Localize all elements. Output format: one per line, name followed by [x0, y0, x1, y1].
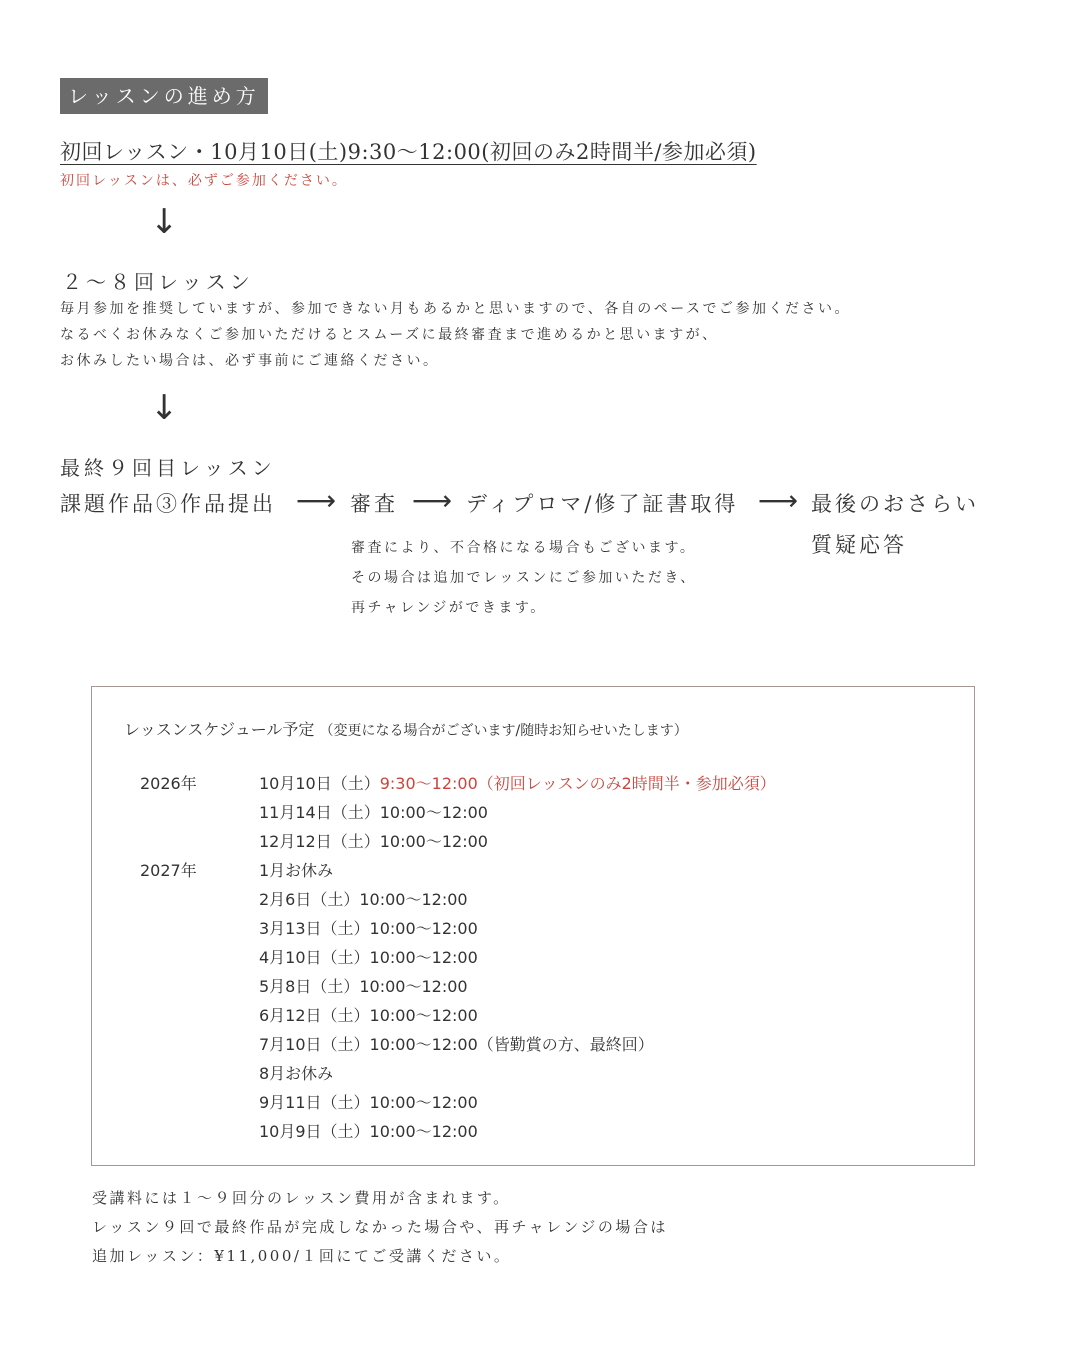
section-tag: レッスンの進め方	[60, 78, 268, 114]
arrow-right-icon: ⟶	[412, 484, 453, 517]
schedule-box	[91, 686, 975, 1166]
lessons-2-8-heading: ２〜８回レッスン	[62, 270, 254, 294]
first-row-time-note: 9:30〜12:00（初回レッスンのみ2時間半・参加必須）	[379, 774, 776, 793]
schedule-title-text: レッスンスケジュール予定	[124, 720, 315, 739]
lessons-2-8-line-3: お休みしたい場合は、必ず事前にご連絡ください。	[60, 353, 440, 369]
step-submit-work: 課題作品③作品提出	[60, 492, 276, 516]
first-row-date: 10月10日（土）	[259, 774, 380, 793]
review-note-2: その場合は追加でレッスンにご参加いただき、	[351, 570, 697, 586]
schedule-row: 8月お休み	[259, 1064, 334, 1083]
schedule-row: 3月13日（土）10:00〜12:00	[259, 919, 478, 938]
arrow-down-icon: ↓	[150, 388, 179, 428]
year-2026: 2026年	[140, 774, 197, 793]
step-diploma: ディプロマ/修了証書取得	[466, 492, 739, 516]
step-qa: 質疑応答	[811, 533, 907, 557]
schedule-row: 11月14日（土）10:00〜12:00	[259, 803, 488, 822]
step-final-review: 最後のおさらい	[811, 492, 979, 516]
schedule-row: 10月9日（土）10:00〜12:00	[259, 1122, 478, 1141]
year-2027: 2027年	[140, 861, 197, 880]
schedule-subtitle: （変更になる場合がございます/随時お知らせいたします）	[319, 723, 688, 739]
footer-line-3: 追加レッスン：¥11,000/１回にてご受講ください。	[92, 1247, 512, 1265]
review-note-3: 再チャレンジができます。	[351, 600, 547, 616]
arrow-down-icon: ↓	[150, 202, 179, 242]
schedule-row: 2月6日（土）10:00〜12:00	[259, 890, 468, 909]
review-note-1: 審査により、不合格になる場合もございます。	[351, 540, 697, 556]
first-lesson-heading: 初回レッスン・10月10日(土)9:30〜12:00(初回のみ2時間半/参加必須)	[60, 140, 757, 164]
lessons-2-8-line-1: 毎月参加を推奨していますが、参加できない月もあるかと思いますので、各自のペースでご参加ください。	[60, 301, 852, 317]
step-review: 審査	[350, 492, 398, 516]
arrow-right-icon: ⟶	[296, 484, 337, 517]
schedule-title	[124, 717, 688, 740]
schedule-row: 6月12日（土）10:00〜12:00	[259, 1006, 478, 1025]
final-lesson-heading: 最終９回目レッスン	[60, 456, 276, 480]
schedule-row: 12月12日（土）10:00〜12:00	[259, 832, 488, 851]
schedule-row-first	[259, 771, 776, 794]
schedule-row: 1月お休み	[259, 861, 334, 880]
schedule-row: 4月10日（土）10:00〜12:00	[259, 948, 478, 967]
schedule-row: 9月11日（土）10:00〜12:00	[259, 1093, 478, 1112]
footer-line-2: レッスン９回で最終作品が完成しなかった場合や、再チャレンジの場合は	[92, 1218, 668, 1236]
footer-line-1: 受講料には１〜９回分のレッスン費用が含まれます。	[92, 1189, 511, 1207]
arrow-right-icon: ⟶	[758, 484, 799, 517]
schedule-row: 7月10日（土）10:00〜12:00（皆勤賞の方、最終回）	[259, 1035, 654, 1054]
first-lesson-note: 初回レッスンは、必ずご参加ください。	[60, 173, 348, 189]
schedule-row: 5月8日（土）10:00〜12:00	[259, 977, 468, 996]
lessons-2-8-line-2: なるべくお休みなくご参加いただけるとスムーズに最終審査まで進めるかと思いますが、	[60, 327, 719, 343]
